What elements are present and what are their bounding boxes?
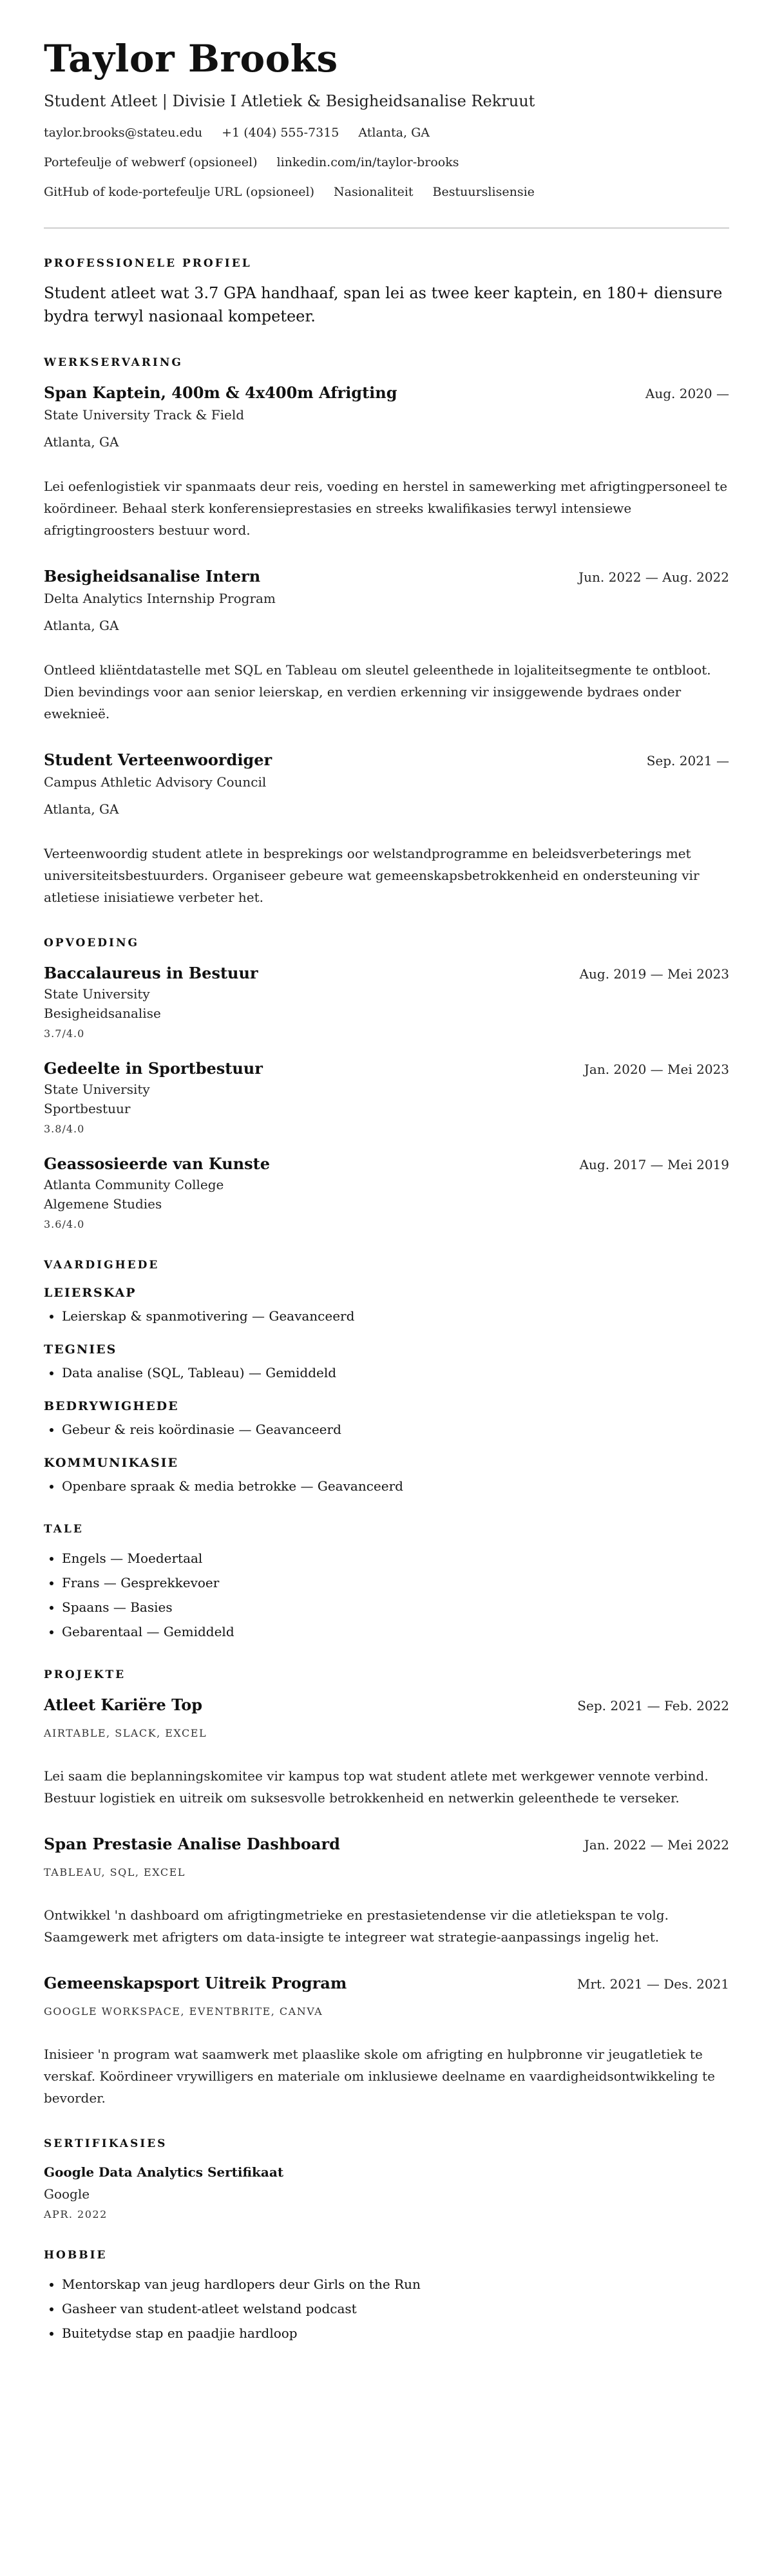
skill-item: • Leierskap & spanmotivering — Geavanceerd [62,1308,729,1324]
project-entry [44,1835,729,1948]
job-description: Ontleed kliëntdatastelle met SQL en Tableau om sleutel geleenthede in lojaliteitsegmente te ontbloot. Dien bevindings voor aan senior leierskap, en verdien erkenning vir insiggewende bydraes onder eweknieë. [44,662,711,721]
header-divider [44,227,729,229]
project-title: Span Prestasie Analise Dashboard [44,1834,340,1853]
education-section [44,937,729,1230]
skill-items [44,1478,729,1494]
contact-phone: +1 (404) 555-7315 [222,125,339,140]
project-title: Gemeenskapsport Uitreik Program [44,1973,347,1992]
education-entry [44,964,729,1040]
hobby-item: • Buitetydse stap en paadjie hardloop [62,2325,729,2342]
job-title: Student Verteenwoordiger [44,750,272,769]
skill-category: LEIERSKAP [44,1285,137,1300]
project-tech: AIRTABLE, SLACK, EXCEL [44,1726,207,1739]
experience-section [44,356,729,908]
profile-section [44,257,729,328]
project-description: Lei saam die beplanningskomitee vir kampus top wat student atlete met werkgewer vennote verbind. Bestuur logistiek en uitreik om suksesvolle betrokkenheid en netwerkin geleenthede te verseker. [44,1768,709,1806]
job-date: Aug. 2020 — [645,385,729,401]
section-title: SERTIFIKASIES [44,2137,167,2150]
job-description: Lei oefenlogistiek vir spanmaats deur reis, voeding en herstel in samewerking met afrigtingpersoneel te koördineer. Behaal sterk konferensieprestasies en streeks kwalifikasies terwyl intensiewe afrigtingroosters bestuur word. [44,478,728,538]
contact-location: Atlanta, GA [358,125,430,140]
projects-list [44,1695,729,2109]
entry-header [44,1154,729,1173]
contact-email: taylor.brooks@stateu.edu [44,125,203,140]
contact-row-2 [44,155,729,169]
hobbies-list [44,2276,729,2342]
contact-github: GitHub of kode-portefeulje URL (opsioneel) [44,184,314,199]
degree-title: Geassosieerde van Kunste [44,1154,270,1173]
resume-header [44,37,729,199]
section-title: WERKSERVARING [44,356,183,369]
skill-category: TEGNIES [44,1342,117,1357]
section-title: HOBBIE [44,2248,108,2262]
skill-category: KOMMUNIKASIE [44,1455,179,1470]
education-list [44,964,729,1230]
job-organization: Campus Athletic Advisory Council [44,774,267,790]
section-title: PROJEKTE [44,1668,126,1681]
project-description: Inisieer 'n program wat saamwerk met plaaslike skole om afrigting en hulpbronne vir jeugatletiek te verskaf. Koördineer vrywilligers en materiale om inklusiewe deelname en vaardigheidsontwikkeling te bevorder. [44,2046,716,2106]
entry-header [44,1695,729,1714]
gpa-value: 3.8/4.0 [44,1122,85,1135]
entry-header [44,750,729,769]
profile-summary: Student atleet wat 3.7 GPA handhaaf, span lei as twee keer kaptein, en 180+ diensure bydra terwyl nasionaal kompeteer. [44,283,723,325]
project-tech: TABLEAU, SQL, EXCEL [44,1865,186,1878]
skill-items [44,1308,729,1324]
skills-list [44,1286,729,1494]
contact-row-1 [44,126,729,140]
project-title: Atleet Kariëre Top [44,1695,202,1714]
certification-name: Google Data Analytics Sertifikaat [44,2164,284,2180]
section-title: TALE [44,1522,84,1536]
entry-header [44,1059,729,1078]
skill-items [44,1421,729,1438]
job-location: Atlanta, GA [44,434,119,450]
entry-header [44,1974,729,1992]
job-description: Verteenwoordig student atlete in besprekings oor welstandprogramme en beleidsverbeterings met universiteitsbestuurders. Organiseer gebeure wat gemeenskapsbetrokkenheid en ondersteuning vir atletiese inisiatiewe verbeter het. [44,845,700,905]
degree-date: Aug. 2017 — Mei 2019 [579,1156,729,1172]
project-tech: GOOGLE WORKSPACE, EVENTBRITE, CANVA [44,2005,323,2018]
projects-section [44,1668,729,2109]
degree-title: Baccalaureus in Bestuur [44,963,258,982]
job-location: Atlanta, GA [44,617,119,633]
job-date: Jun. 2022 — Aug. 2022 [578,569,729,585]
section-title: OPVOEDING [44,936,140,949]
contact-license: Bestuurslisensie [432,184,535,199]
job-date: Sep. 2021 — [646,752,729,768]
certifications-section [44,2137,729,2220]
education-entry [44,1059,729,1135]
section-title: PROFESSIONELE PROFIEL [44,256,252,270]
certification-issuer: Google [44,2186,90,2202]
certification-date: APR. 2022 [44,2208,108,2220]
language-item: • Gebarentaal — Gemiddeld [62,1623,729,1640]
languages-list [44,1550,729,1640]
field-of-study: Sportbestuur [44,1100,131,1116]
degree-date: Jan. 2020 — Mei 2023 [584,1061,729,1077]
gpa-value: 3.7/4.0 [44,1027,85,1040]
candidate-headline: Student Atleet | Divisie I Atletiek & Besigheidsanalise Rekruut [44,91,535,110]
degree-title: Gedeelte in Sportbestuur [44,1058,263,1078]
project-description: Ontwikkel 'n dashboard om afrigtingmetrieke en prestasietendense vir die atletiekspan te volg. Saamgewerk met afrigters om data-insigte te integreer wat strategie-aanpassings ingelig het. [44,1907,669,1945]
skills-section [44,1259,729,1494]
skill-item: • Data analise (SQL, Tableau) — Gemiddeld [62,1364,729,1381]
job-organization: State University Track & Field [44,406,245,423]
skill-item: • Gebeur & reis koördinasie — Geavanceerd [62,1421,729,1438]
section-title: VAARDIGHEDE [44,1258,160,1272]
entry-header [44,1835,729,1853]
skill-items [44,1364,729,1381]
contact-website: Portefeulje of webwerf (opsioneel) [44,155,258,169]
contact-linkedin: linkedin.com/in/taylor-brooks [276,155,459,169]
project-date: Mrt. 2021 — Des. 2021 [577,1976,729,1992]
school-name: Atlanta Community College [44,1176,224,1192]
contact-row-3 [44,185,729,199]
hobby-item: • Mentorskap van jeug hardlopers deur Girls on the Run [62,2276,729,2293]
language-item: • Frans — Gesprekkevoer [62,1574,729,1591]
degree-date: Aug. 2019 — Mei 2023 [579,966,729,982]
project-date: Sep. 2021 — Feb. 2022 [577,1697,729,1713]
language-item: • Spaans — Basies [62,1599,729,1616]
education-entry [44,1154,729,1230]
job-title: Besigheidsanalise Intern [44,566,261,586]
job-organization: Delta Analytics Internship Program [44,590,276,606]
skill-item: • Openbare spraak & media betrokke — Geavanceerd [62,1478,729,1494]
project-date: Jan. 2022 — Mei 2022 [584,1837,729,1853]
school-name: State University [44,1081,150,1097]
entry-header [44,567,729,586]
job-title: Span Kaptein, 400m & 4x400m Afrigting [44,383,397,402]
experience-entry [44,383,729,541]
school-name: State University [44,986,150,1002]
skill-category: BEDRYWIGHEDE [44,1398,179,1413]
languages-section [44,1523,729,1640]
contact-nationality: Nasionaliteit [334,184,414,199]
field-of-study: Besigheidsanalise [44,1005,161,1021]
certifications-list [44,2164,729,2220]
job-location: Atlanta, GA [44,801,119,817]
experience-list [44,383,729,908]
certification-entry [44,2164,729,2220]
hobby-item: • Gasheer van student-atleet welstand podcast [62,2300,729,2317]
entry-header [44,383,729,402]
experience-entry [44,567,729,725]
language-item: • Engels — Moedertaal [62,1550,729,1567]
field-of-study: Algemene Studies [44,1196,162,1212]
entry-header [44,964,729,982]
candidate-name: Taylor Brooks [44,37,338,81]
project-entry [44,1695,729,1809]
project-entry [44,1974,729,2109]
experience-entry [44,750,729,908]
hobbies-section [44,2249,729,2342]
gpa-value: 3.6/4.0 [44,1217,85,1230]
